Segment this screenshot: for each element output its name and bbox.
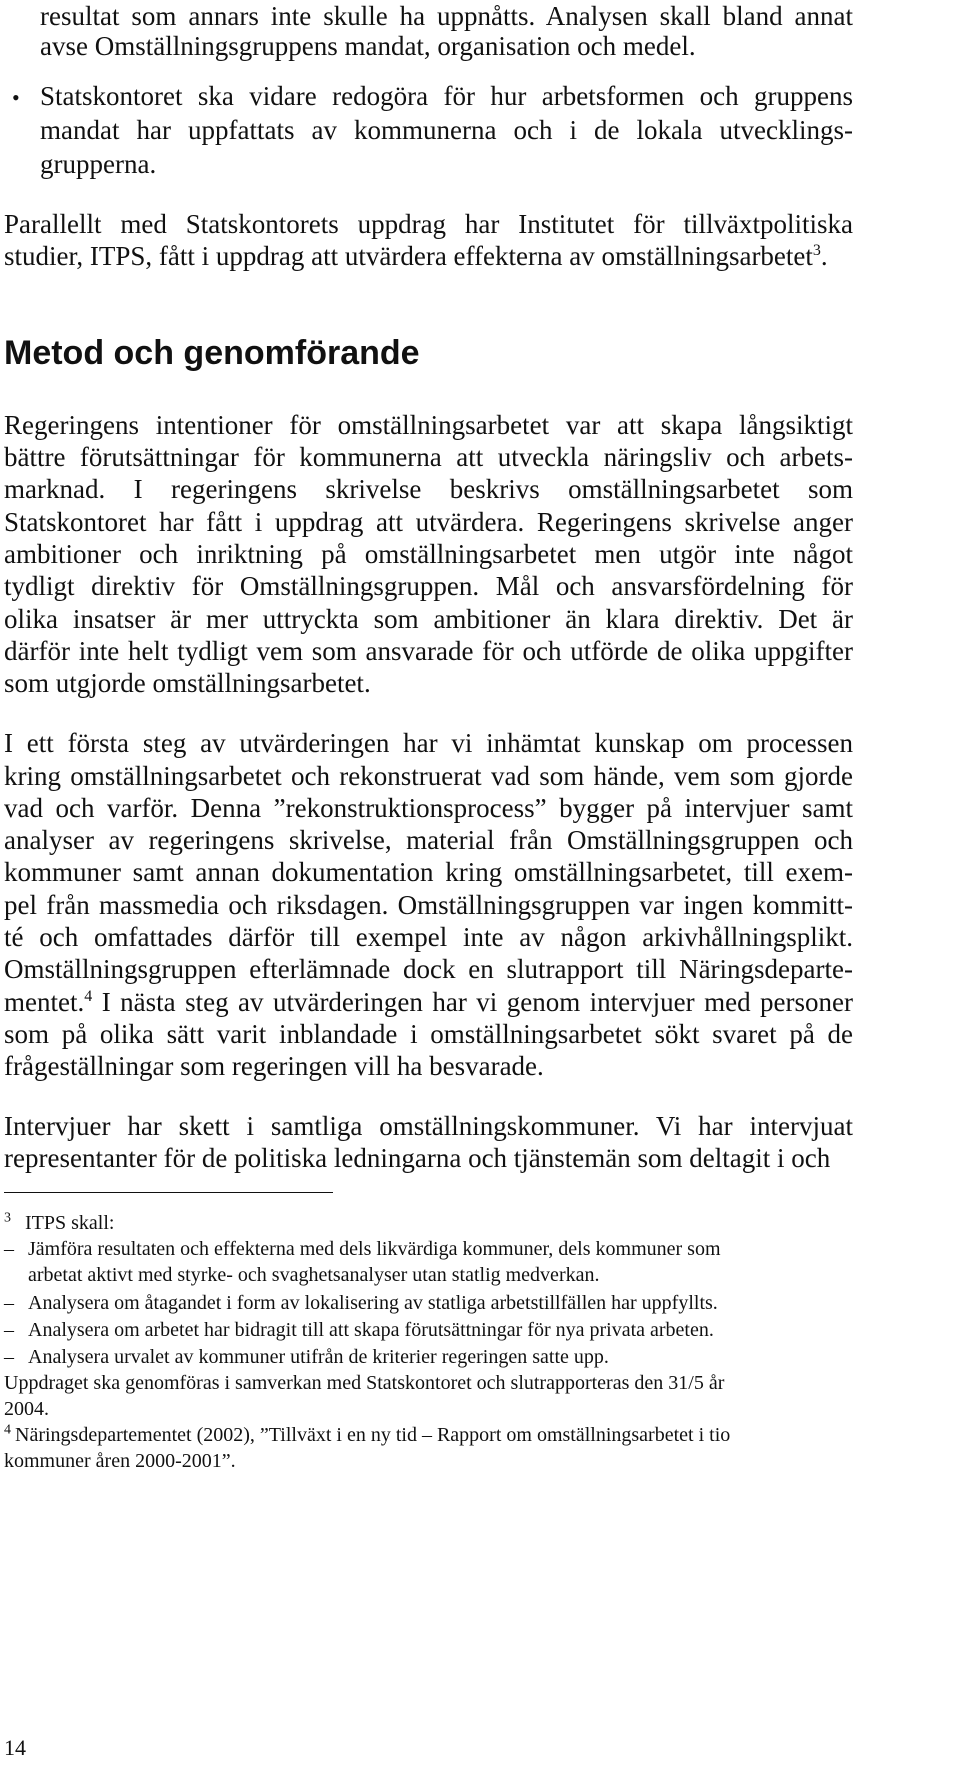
bullet1-line1: resultat som annars inte skulle ha uppnåtts. Analysen skall bland annat — [40, 1, 853, 31]
footnote-item: Analysera om arbetet har bidragit till att skapa förutsättningar för nya privata arbeten. — [28, 1319, 714, 1341]
footnote-item-continuation: arbetat aktivt med styrke- och svaghetsanalyser utan statlig medverkan. — [28, 1264, 600, 1286]
footnote-dash: – — [4, 1319, 14, 1341]
interviews-line2: representanter för de politiska ledningarna och tjänstemän som deltagit i och — [4, 1143, 831, 1173]
steps-line: pel från massmedia och riksdagen. Omställningsgruppen var ingen kommitt- — [4, 890, 853, 920]
footnote-tail: 2004. — [4, 1398, 49, 1420]
footnote-dash: – — [4, 1346, 14, 1368]
method-line: tydligt direktiv för Omställningsgruppen. Mål och ansvarsfördelning för — [4, 571, 853, 601]
steps-line: I ett första steg av utvärderingen har vi inhämtat kunskap om processen — [4, 728, 853, 758]
section-heading: Metod och genomförande — [4, 334, 420, 372]
method-line: Statskontoret har fått i uppdrag att utvärdera. Regeringens skrivelse anger — [4, 507, 853, 537]
steps-line: mentet.$^4$ I nästa steg av utvärderingen har vi genom intervjuer med personer — [4, 987, 853, 1017]
footnote-number: 4 — [4, 1422, 11, 1438]
bullet2-line2: mandat har uppfattats av kommunerna och i de lokala utvecklings- — [40, 115, 853, 145]
method-line: ambitioner och inriktning på omställningsarbetet men utgör inte något — [4, 539, 853, 569]
method-line: marknad. I regeringens skrivelse beskrivs omställningsarbetet som — [4, 474, 853, 504]
page-number: 14 — [4, 1735, 26, 1760]
footnote-tail: Uppdraget ska genomföras i samverkan med Statskontoret och slutrapporteras den 31/5 år — [4, 1372, 725, 1394]
method-line: bättre förutsättningar för kommunerna att utveckla näringsliv och arbets- — [4, 442, 853, 472]
interviews-line1: Intervjuer har skett i samtliga omställningskommuner. Vi har intervjuat — [4, 1111, 853, 1141]
steps-line: kring omställningsarbetet och rekonstruerat vad som hände, vem som gjorde — [4, 761, 853, 791]
bullet2-line3: grupperna. — [40, 149, 157, 179]
steps-line: té och omfattades därför till exempel inte av någon arkivhållningsplikt. — [4, 922, 853, 952]
footnote-text: kommuner åren 2000-2001”. — [4, 1450, 236, 1472]
footnote-separator — [4, 1192, 333, 1193]
steps-line: vad och varför. Denna ”rekonstruktionsprocess” bygger på intervjuer samt — [4, 793, 853, 823]
itps-line1: Parallellt med Statskontorets uppdrag har Institutet för tillväxtpolitiska — [4, 209, 853, 239]
steps-line: som på olika sätt varit inblandade i omställningsarbetet sökt svaret på de — [4, 1019, 853, 1049]
method-line: därför inte helt tydligt vem som ansvarade för och utförde de olika uppgifter — [4, 636, 853, 666]
steps-line: analyser av regeringens skrivelse, material från Omställningsgruppen och — [4, 825, 853, 855]
bullet1-line2: avse Omställningsgruppens mandat, organisation och medel. — [40, 31, 696, 61]
footnote-number: 3 — [4, 1210, 11, 1226]
footnote-item: Analysera om åtagandet i form av lokalisering av statliga arbetstillfällen har uppfyllts. — [28, 1292, 718, 1314]
footnote-text: Näringsdepartementet (2002), ”Tillväxt i en ny tid – Rapport om omställningsarbetet i tio — [15, 1424, 731, 1446]
method-line: som utgjorde omställningsarbetet. — [4, 668, 371, 698]
footnote-item: Jämföra resultaten och effekterna med dels likvärdiga kommuner, dels kommuner som — [28, 1238, 721, 1260]
bullet-marker: • — [12, 85, 20, 110]
footnote-title: ITPS skall: — [25, 1212, 115, 1234]
steps-line: frågeställningar som regeringen vill ha besvarade. — [4, 1051, 544, 1081]
footnote-item: Analysera urvalet av kommuner utifrån de kriterier regeringen satte upp. — [28, 1346, 609, 1368]
itps-line2: studier, ITPS, fått i uppdrag att utvärdera effekterna av omställningsarbetet$^3$. — [4, 241, 828, 271]
bullet2-line1: Statskontoret ska vidare redogöra för hur arbetsformen och gruppens — [40, 81, 853, 111]
footnote-dash: – — [4, 1292, 14, 1314]
steps-line: kommuner samt annan dokumentation kring omställningsarbetet, till exem- — [4, 857, 853, 887]
method-line: olika insatser är mer uttryckta som ambitioner än klara direktiv. Det är — [4, 604, 853, 634]
footnote-dash: – — [4, 1238, 14, 1260]
footnote-ref-4[interactable]: 4 — [84, 988, 93, 1005]
footnote-ref-3[interactable]: 3 — [812, 242, 821, 259]
steps-line: Omställningsgruppen efterlämnade dock en slutrapport till Näringsdeparte- — [4, 954, 853, 984]
method-line: Regeringens intentioner för omställningsarbetet var att skapa långsiktigt — [4, 410, 853, 440]
